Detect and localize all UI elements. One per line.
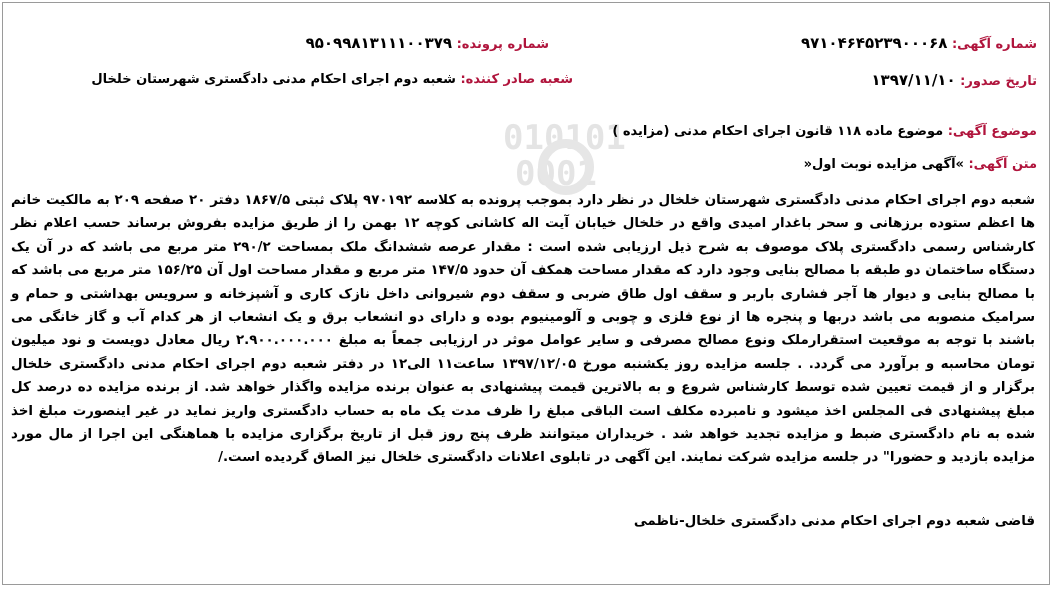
text-title-row [804,156,1037,174]
case-number-row [306,34,549,54]
issuer-value: شعبه دوم اجرای احکام مدنی دادگستری شهرستان خلخال [91,72,456,87]
notice-number-label: شماره آگهی: [951,37,1037,52]
case-number-value: ۹۵۰۹۹۸۱۳۱۱۱۰۰۳۷۹ [305,34,453,52]
watermark-circle [538,139,594,195]
subject-label: موضوع آگهی: [947,124,1037,139]
notice-frame [2,2,1050,585]
issue-date-value: ۱۳۹۷/۱۱/۱۰ [871,71,956,89]
issuer-row [91,71,573,89]
text-title: »آگهی مزایده نوبت اول« [803,157,964,172]
watermark-text-line2: 0001 [515,154,597,194]
watermark-text-line1: 010101 [503,118,626,158]
issue-date-row [871,71,1037,91]
notice-body: شعبه دوم اجرای احکام مدنی دادگستری شهرستان خلخال در نظر دارد بموجب پرونده به کلاسه ۹۷۰۱۹۲ پلاک ثبتی ۱۸۶۷/۵ دفتر ۲۰ صفحه ۲۰۹ به مالکیت خانم ها اعظم ستوده برزهانی و سحر باغدار امیدی واقع در خلخال خیابان آیت اله کاشانی کوچه ۱۲ بهمن را از طریق مزایده بفروش برساند حسب اعلام نظر کارشناس رسمی دادگستری پلاک موصوف به شرح ذیل ارزیابی شده است : مقدار عرصه ششدانگ ملک بمساحت ۲۹۰/۲ متر مربع می باشد که در آن یک دستگاه ساختمان دو طبقه با مصالح بنایی وجود دارد که مقدار مساحت همکف آن حدود ۱۴۷/۵ متر مربع و مقدار مساحت اول آن ۱۵۶/۲۵ متر مربع می باشد که با مصالح بنایی و دیوار ها آجر فشاری باربر و سقف اول طاق ضربی و سقف دوم شیروانی داخل نازک کاری و آشپزخانه و سرویس بهداشتی و حمام و سرامیک منصوبه می باشد دربها و پنجره ها از نوع فلزی و چوبی و آلومینیوم بوده و دارای دو انشعاب برق و یک انشعاب از هر کدام آب و گاز خانگی می باشند با توجه به موقعیت استقرارملک ونوع مصالح مصرفی و سایر عوامل موثر در ارزیابی جمعاً به مبلغ ۲.۹۰۰.۰۰۰.۰۰۰ ریال معادل دویست و نود میلیون تومان محاسبه و برآورد می گردد. . جلسه مزایده روز یکشنبه مورخ ۱۳۹۷/۱۲/۰۵ ساعت۱۱ الی۱۲ در دفتر شعبه دوم اجرای احکام مدنی دادگستری خلخال برگزار و از قیمت تعیین شده توسط کارشناس شروع و به بالاترین قیمت پیشنهادی به عنوان برنده مزایده واگذار خواهد شد. از برنده مزایده ده درصد کل مبلغ پیشنهادی فی المجلس اخذ میشود و نامبرده مکلف است الباقی مبلغ را ظرف مدت یک ماه به حساب دادگستری واریز نماید در غیر اینصورت مبلغ اخذ شده به نام دادگستری ضبط و مزایده تجدید خواهد شد . خریداران میتوانند ظرف پنج روز قبل از تاریخ برگزاری مزایده با هماهنگی این اجرا از مال مورد مزایده بازدید و حضورا" در جلسه مزایده شرکت نمایند. این آگهی در تابلوی اعلانات دادگستری خلخال نیز الصاق گردیده است./ [11,193,1035,466]
notice-number-row [801,34,1037,54]
notice-number-value: ۹۷۱۰۴۶۴۵۲۳۹۰۰۰۶۸ [800,34,948,52]
text-label: متن آگهی: [968,157,1037,172]
case-number-label: شماره پرونده: [456,37,549,52]
subject-value: موضوع ماده ۱۱۸ قانون اجرای احکام مدنی (مزایده ) [612,124,944,139]
judge-signature: قاضی شعبه دوم اجرای احکام مدنی دادگستری خلخال-ناظمی [633,514,1035,529]
issue-date-label: تاریخ صدور: [960,74,1037,89]
issuer-label: شعبه صادر کننده: [460,72,573,87]
subject-row [612,123,1037,141]
